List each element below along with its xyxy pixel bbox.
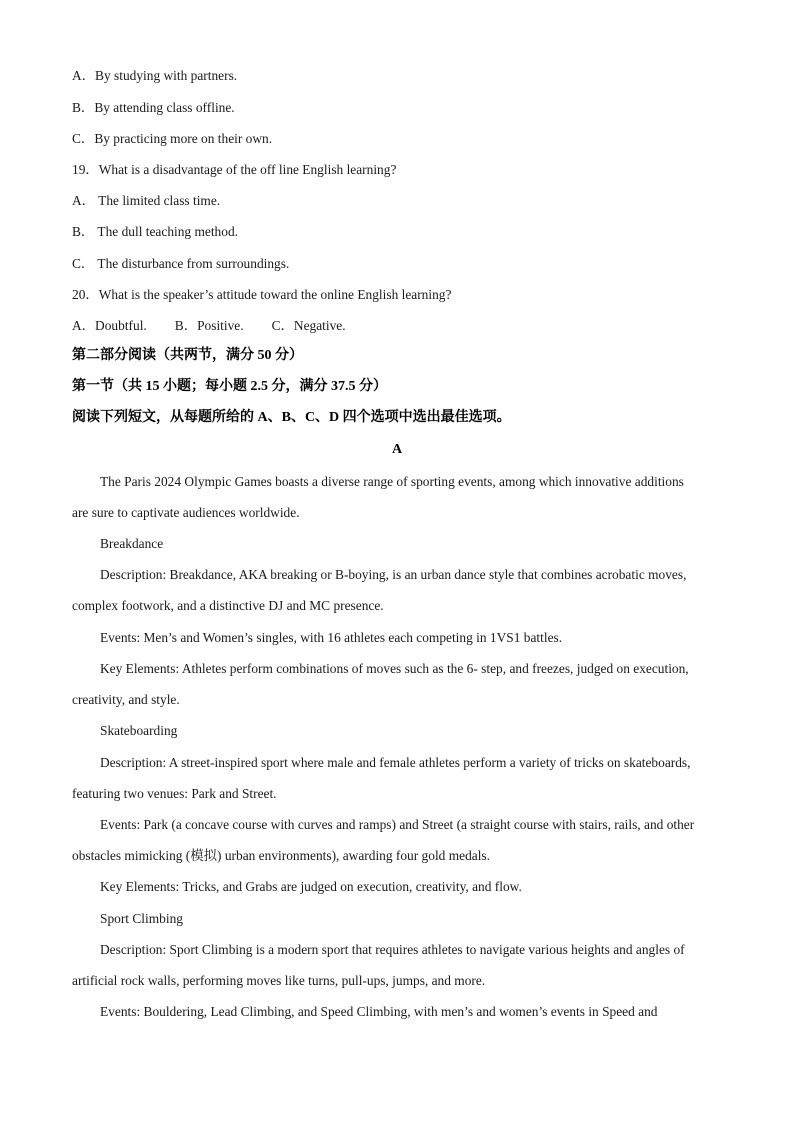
skateboarding-description-1: Description: A street-inspired sport where male and female athletes perform a variety of tricks on skateboards,	[100, 755, 691, 770]
skateboarding-events-2: obstacles mimicking (模拟) urban environments), awarding four gold medals.	[72, 848, 490, 863]
q18-option-c: C．By practicing more on their own.	[72, 131, 273, 146]
section-subtitle: 第一节（共 15 小题；每小题 2.5 分，满分 37.5 分）	[72, 379, 387, 394]
q20-options	[72, 317, 346, 335]
skateboarding-heading: Skateboarding	[100, 723, 178, 738]
breakdance-key-elements-1: Key Elements: Athletes perform combinations of moves such as the 6- step, and freezes, judged on execution,	[100, 661, 689, 676]
q20-option-b: B．Positive.	[174, 318, 244, 333]
intro-line-2: are sure to captivate audiences worldwide.	[72, 505, 300, 520]
instruction: 阅读下列短文，从每题所给的 A、B、C、D 四个选项中选出最佳选项。	[72, 410, 511, 425]
breakdance-key-elements-2: creativity, and style.	[72, 692, 180, 707]
breakdance-description-1: Description: Breakdance, AKA breaking or B-boying, is an urban dance style that combines acrobatic moves,	[100, 567, 687, 582]
q20-option-c: C．Negative.	[271, 318, 346, 333]
climbing-description-1: Description: Sport Climbing is a modern sport that requires athletes to navigate various heights and angles of	[100, 942, 685, 957]
q19-option-b: B． The dull teaching method.	[72, 224, 238, 239]
passage-label: A	[391, 442, 403, 457]
climbing-heading: Sport Climbing	[100, 911, 183, 926]
q20-option-a: A．Doubtful.	[72, 318, 147, 333]
q18-option-a: A．By studying with partners.	[72, 68, 238, 83]
breakdance-description-2: complex footwork, and a distinctive DJ and MC presence.	[72, 598, 384, 613]
q19-stem: 19．What is a disadvantage of the off line English learning?	[72, 162, 397, 177]
part-title: 第二部分阅读（共两节，满分 50 分）	[72, 348, 303, 363]
climbing-description-2: artificial rock walls, performing moves like turns, pull-ups, jumps, and more.	[72, 973, 486, 988]
q19-option-c: C． The disturbance from surroundings.	[72, 256, 290, 271]
breakdance-heading: Breakdance	[100, 536, 164, 551]
q20-stem: 20．What is the speaker’s attitude toward the online English learning?	[72, 287, 452, 302]
skateboarding-key-elements: Key Elements: Tricks, and Grabs are judged on execution, creativity, and flow.	[100, 879, 522, 894]
intro-line-1: The Paris 2024 Olympic Games boasts a diverse range of sporting events, among which innovative additions	[100, 474, 684, 489]
skateboarding-description-2: featuring two venues: Park and Street.	[72, 786, 277, 801]
q19-option-a: A． The limited class time.	[72, 193, 221, 208]
breakdance-events: Events: Men’s and Women’s singles, with 16 athletes each competing in 1VS1 battles.	[100, 630, 563, 645]
climbing-events-1: Events: Bouldering, Lead Climbing, and Speed Climbing, with men’s and women’s events in Speed and	[100, 1004, 658, 1019]
q18-option-b: B．By attending class offline.	[72, 100, 235, 115]
skateboarding-events-1: Events: Park (a concave course with curves and ramps) and Street (a straight course with stairs, rails, and other	[100, 817, 695, 832]
